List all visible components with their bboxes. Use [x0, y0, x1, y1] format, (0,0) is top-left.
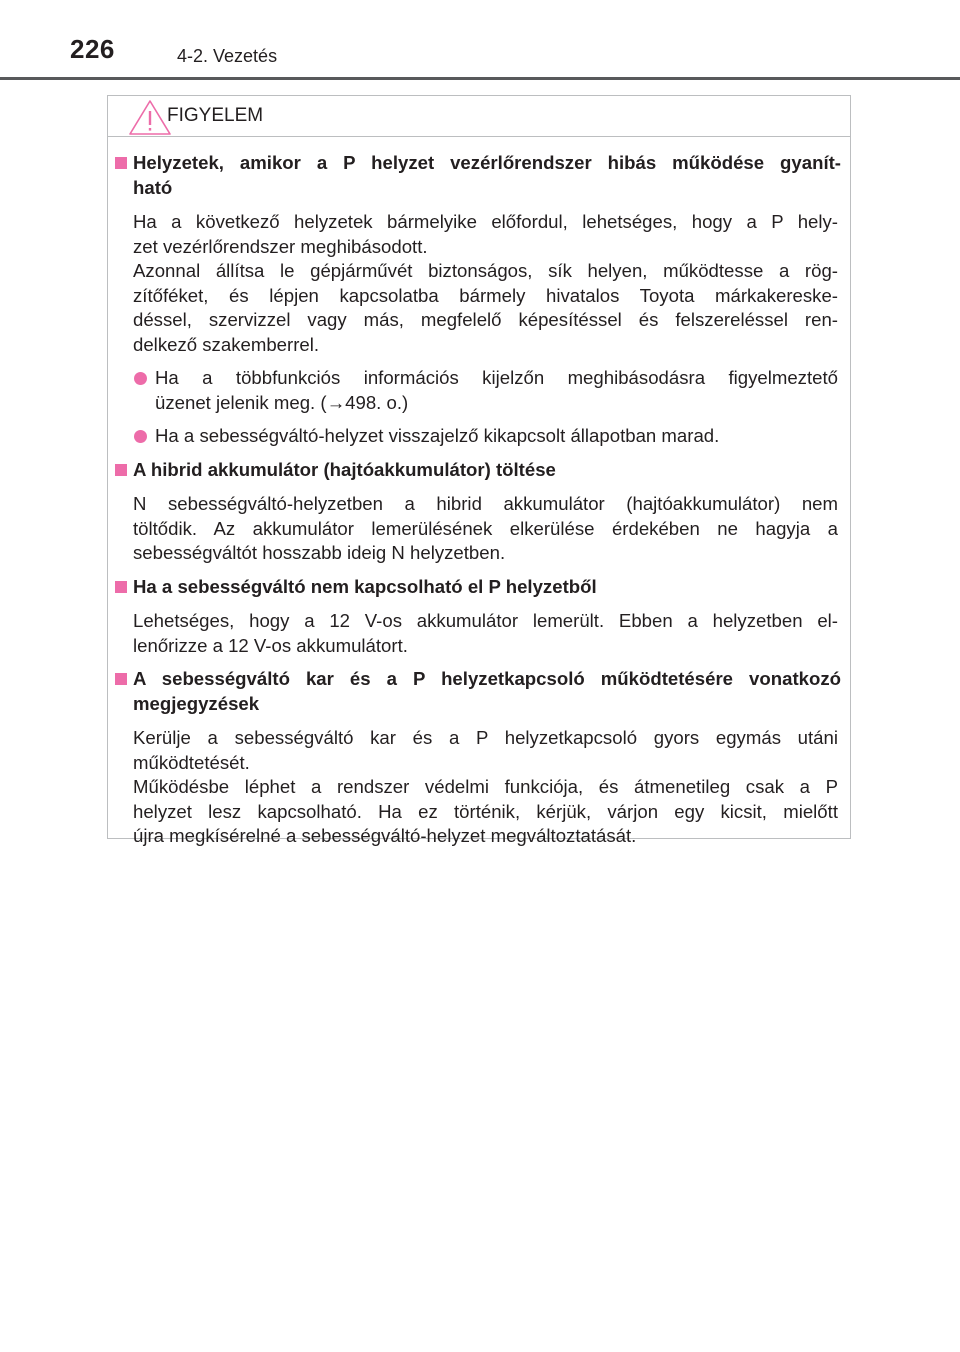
paragraph: Kerülje a sebességváltó kar és a P helyzetkapcsoló gyors egymás utáni működtetését. Működésbe léphet a rendszer védelmi funkciója, és átmenetileg csak a P helyzet lesz kapcsolható. Ha ez történik, kérjük, várjon egy kicsit, mielőtt újra megkísérelné a sebességváltó-helyzet megváltoztatását. [133, 727, 838, 846]
square-bullet-icon [115, 464, 127, 476]
section-title: 4-2. Vezetés [177, 46, 278, 66]
circle-bullet-icon [134, 372, 147, 385]
section-heading [108, 151, 850, 200]
bullet-item: Ha a többfunkciós információs kijelzőn meghibásodásra figyelmeztető üzenet jelenik meg. (→498. o.) [108, 366, 850, 415]
warning-triangle-icon [128, 98, 172, 136]
square-bullet-icon [115, 581, 127, 593]
paragraph: Ha a következő helyzetek bármelyike előfordul, lehetséges, hogy a P hely- zet vezérlőrendszer meghibásodott. Azonnal állítsa le gépjárművét biztonságos, sík helyen, működtesse a rög- zítőféket, és lépjen kapcsolatba bármely hivatalos Toyota márkakereske- déssel, szervizzel vagy más, megfelelő képesítéssel és felszereléssel ren- delkező szakemberrel. [133, 211, 838, 355]
page-header [0, 0, 960, 80]
bullet-item: Ha a sebességváltó-helyzet visszajelző kikapcsolt állapotban marad. [108, 424, 850, 449]
section-heading: A sebességváltó kar és a P helyzetkapcsoló működtetésére vonatkozó megjegyzések [108, 667, 850, 716]
paragraph: Lehetséges, hogy a 12 V-os akkumulátor lemerült. Ebben a helyzetben el- lenőrizze a 12 V-os akkumulátort. [133, 610, 838, 656]
heading-line: ható [133, 176, 173, 198]
section-heading: Ha a sebességváltó nem kapcsolható el P helyzetből [108, 575, 850, 600]
section-heading: A hibrid akkumulátor (hajtóakkumulátor) töltése [108, 458, 850, 483]
header-divider [0, 77, 960, 80]
paragraph: N sebességváltó-helyzetben a hibrid akkumulátor (hajtóakkumulátor) nem töltődik. Az akkumulátor lemerülésének elkerülése érdekében ne hagyja a sebességváltót hosszabb ideig N helyzetben. [133, 493, 838, 563]
warning-title: FIGYELEM [167, 105, 264, 126]
circle-bullet-icon [134, 430, 147, 443]
page-number: 226 [70, 34, 115, 64]
square-bullet-icon [115, 157, 127, 169]
warning-header [108, 96, 850, 137]
warning-box [107, 95, 851, 846]
square-bullet-icon [115, 673, 127, 685]
heading-line: Helyzetek, amikor a P helyzet vezérlőrendszer hibás működése gyanít- [133, 152, 841, 173]
warning-body [108, 151, 850, 858]
